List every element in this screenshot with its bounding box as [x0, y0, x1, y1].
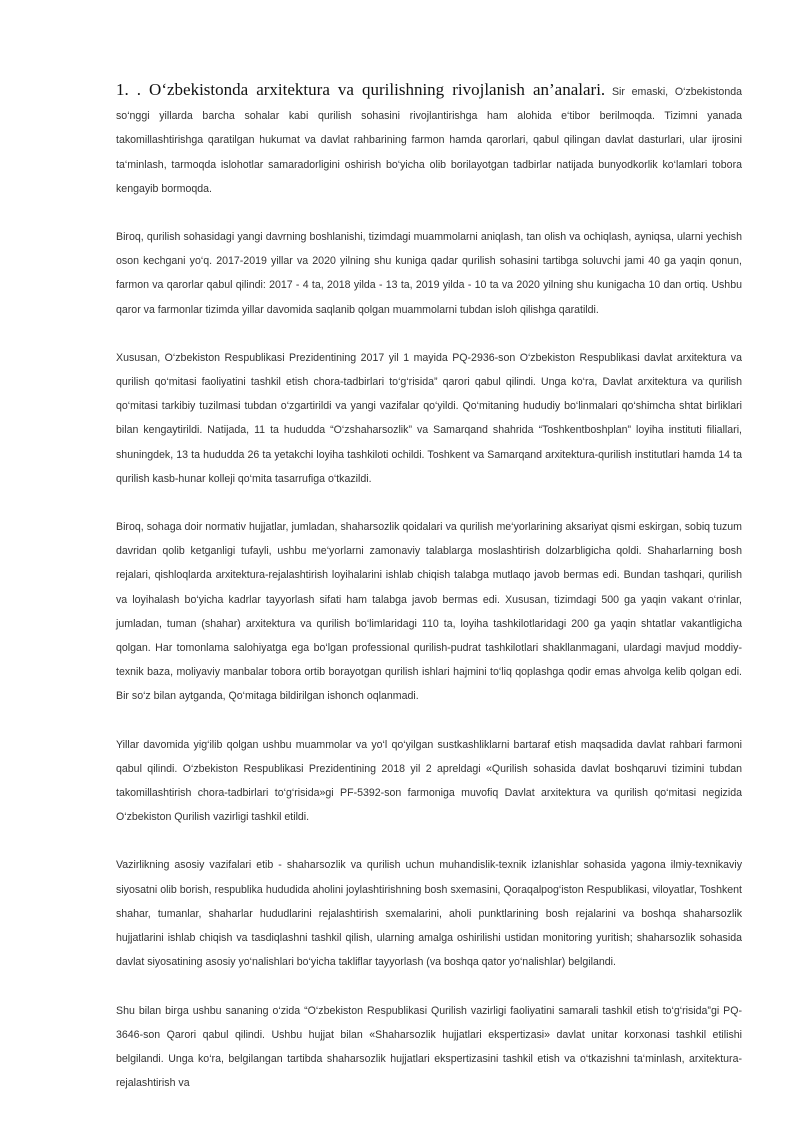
paragraph-4: Biroq, sohaga doir normativ hujjatlar, jumladan, shaharsozlik qoidalari va qurilish me‘yorlarining aksariyat qismi eskirgan, sobiq tuzum davridan qolib ketganligi tufayli, ushbu me‘yorlarni zamonaviy talablarga moslashtirish dolzarbligicha qoldi. Shaharlarning bosh rejalari, qishloqlarda arxitektura-rejalashtirish loyihalarini ishlab chiqish talabga mutlaqo javob bermas edi. Bundan tashqari, qurilish va loyihalash bo‘yicha kadrlar tayyorlash sifati ham talabga javob bermas edi. Xususan, tizimdagi 500 ga yaqin vakant o‘rinlar, jumladan, tuman (shahar) arxitektura va qurilish bo‘limlaridagi 110 ta, loyiha tashkilotlaridagi 200 ga yaqin shtatlar vakantligicha qolgan. Har tomonlama salohiyatga ega bo‘lgan professional qurilish-pudrat tashkilotlari shakllanmagani, ulardagi mavjud moddiy-texnik baza, moliyaviy manbalar tobora ortib borayotgan qurilish ishlari hajmini to‘liq qoplashga qodir emas ahvolga kelib qolgan edi. Bir so‘z bilan aytganda, Qo‘mitaga bildirilgan ishonch oqlanmadi. [116, 521, 742, 703]
section-heading [116, 80, 605, 99]
section-title: O‘zbekistonda arxitektura va qurilishning rivojlanish an’analari. [149, 80, 606, 99]
paragraph-2: Biroq, qurilish sohasidagi yangi davrning boshlanishi, tizimdagi muammolarni aniqlash, tan olish va ochiqlash, ayniqsa, ularni yechish oson kechgani yo‘q. 2017-2019 yillar va 2020 yilning shu kuniga qadar qurilish sohasini tartibga soluvchi jami 40 ga yaqin qonun, farmon va qarorlar qabul qilindi: 2017 - 4 ta, 2018 yilda - 13 ta, 2019 yilda - 10 ta va 2020 yilning shu kunigacha 10 dan ortiq. Ushbu qaror va farmonlar tizimda yillar davomida saqlanib qolgan muammolarni tubdan isloh qilishga qaratildi. [116, 231, 742, 316]
document-page [116, 78, 742, 1119]
paragraph-text: Sir emaski, O‘zbekistonda so‘nggi yillarda barcha sohalar kabi qurilish sohasini rivojlantirishga ham alohida e‘tibor berilmoqda. Tizimni yanada takomillashtirishga qaratilgan hukumat va davlat rahbarining farmon hamda qarorlari, qabul qilingan davlat dasturlari, ular ijrosini ta‘minlash, tarmoqda islohotlar samaradorligini oshirish bo‘yicha olib borilayotgan tadbirlar natijada bunyodkorlik ko‘lamlari tobora kengayib bormoqda. [116, 86, 742, 195]
section-number: 1. . [116, 80, 142, 99]
paragraph-1 [116, 78, 742, 201]
paragraph-6: Vazirlikning asosiy vazifalari etib - shaharsozlik va qurilish uchun muhandislik-texnik izlanishlar sohasida yagona ilmiy-texnikaviy siyosatni olib borish, respublika hududida aholini joylashtirishning bosh sxemasini, Qoraqalpog‘iston Respublikasi, viloyatlar, Toshkent shahar, tumanlar, shaharlar hududlarini rejalashtirish sxemalarini, aholi punktlarining bosh rejalarini va boshqa shaharsozlik hujjatlarini ishlab chiqish va tasdiqlashni tashkil qilish, ularning amalga oshirilishi ustidan monitoring yuritish; shaharsozlik sohasida davlat siyosatining asosiy yo‘nalishlari bo‘yicha takliflar tayyorlash (va boshqa qator yo‘nalishlar) belgilandi. [116, 859, 742, 969]
paragraph-5: Yillar davomida yig‘ilib qolgan ushbu muammolar va yo‘l qo‘yilgan sustkashliklarni bartaraf etish maqsadida davlat rahbari farmoni qabul qilindi. O‘zbekiston Respublikasi Prezidentining 2018 yil 2 apreldagi «Qurilish sohasida davlat boshqaruvi tizimini tubdan takomillashtirish chora-tadbirlari to‘g‘risida»gi PF-5392-son farmoniga muvofiq Davlat arxitektura va qurilish qo‘mitasi negizida O‘zbekiston Qurilish vazirligi tashkil etildi. [116, 738, 742, 824]
paragraph-7: Shu bilan birga ushbu sananing o‘zida “O‘zbekiston Respublikasi Qurilish vazirligi faoliyatini samarali tashkil etish to‘g‘risida”gi PQ-3646-son Qarori qabul qilindi. Ushbu hujjat bilan «Shaharsozlik hujjatlari ekspertizasi» davlat unitar korxonasi tashkil etilishi belgilandi. Unga ko‘ra, belgilangan tartibda shaharsozlik hujjatlari ekspertizasini tashkil etish va o‘tkazishni ta‘minlash, arxitektura-rejalashtirish va [116, 1004, 742, 1090]
paragraph-3: Xususan, O‘zbekiston Respublikasi Prezidentining 2017 yil 1 mayida PQ-2936-son O‘zbekiston Respublikasi davlat arxitektura va qurilish qo‘mitasi faoliyatini tashkil etish chora-tadbirlari to‘g‘risida” qarori qabul qilindi. Unga ko‘ra, Davlat arxitektura va qurilish qo‘mitasi tarkibiy tuzilmasi tubdan o‘zgartirildi va yangi vazifalar qo‘yildi. Qo‘mitaning hududiy bo‘linmalari qo‘shimcha shtat birliklari bilan kengaytirildi. Natijada, 11 ta hududda “O‘zshaharsozlik” va Samarqand shahrida “Toshkentboshplan” loyiha instituti filiallari, shuningdek, 13 ta hududda 26 ta yetakchi loyiha tashkiloti ochildi. Toshkent va Samarqand arxitektura-qurilish institutlari hamda 14 ta qurilish kasb-hunar kolleji qo‘mita tasarrufiga o‘tkazildi. [116, 351, 742, 485]
